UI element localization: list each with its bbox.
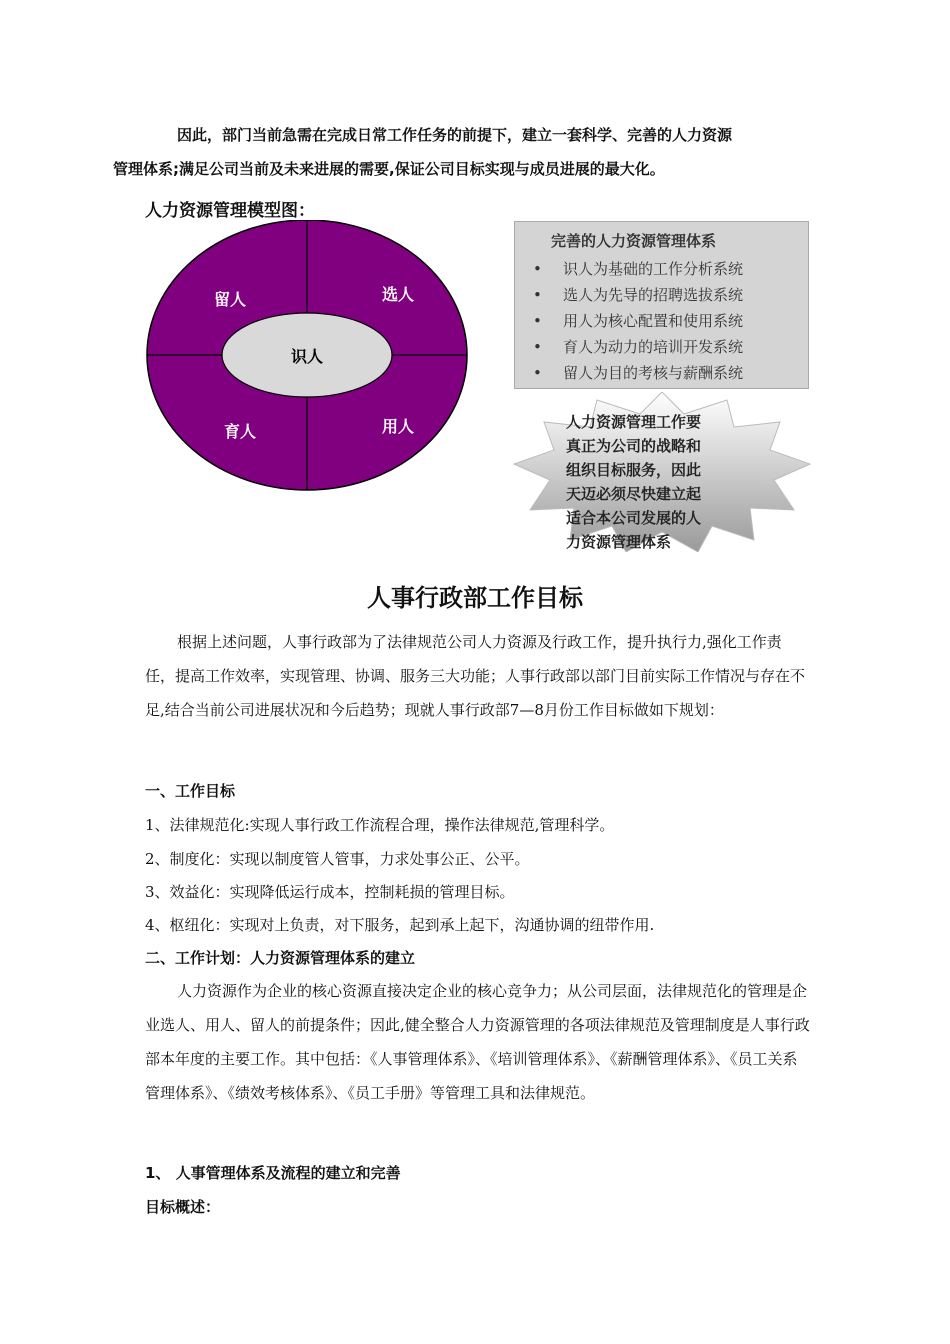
intro-line-2: 管理体系;满足公司当前及未来进展的需要,保证公司目标实现与成员进展的最大化。 <box>113 160 665 178</box>
heading-hr-system: 1、 人事管理体系及流程的建立和完善 <box>145 1164 401 1182</box>
goal-item: 3、效益化：实现降低运行成本，控制耗损的管理目标。 <box>145 883 515 901</box>
heading-work-plan: 二、工作计划：人力资源管理体系的建立 <box>145 949 416 967</box>
center-label: 识人 <box>290 347 324 366</box>
hr-system-item-text: 识人为基础的工作分析系统 <box>563 260 744 278</box>
goal-item: 4、枢纽化：实现对上负责，对下服务，起到承上起下，沟通协调的纽带作用. <box>145 916 655 934</box>
section-title: 人事行政部工作目标 <box>367 584 583 612</box>
hr-system-item-text: 留人为目的考核与薪酬系统 <box>563 364 744 382</box>
starburst-line: 适合本公司发展的人 <box>566 509 702 527</box>
intro-paragraph <box>113 118 810 186</box>
hr-system-title: 完善的人力资源管理体系 <box>551 232 717 250</box>
hr-system-item: • 用人为核心配置和使用系统 <box>533 312 744 330</box>
starburst-line: 真正为公司的战略和 <box>566 437 702 455</box>
hr-model-diagram <box>145 220 470 495</box>
starburst-line: 天迈必须尽快建立起 <box>566 485 702 503</box>
hr-system-item-text: 选人为先导的招聘选拔系统 <box>563 286 744 304</box>
starburst-line: 组织目标服务，因此 <box>566 461 702 479</box>
label-use: 用人 <box>381 417 415 436</box>
starburst-line: 人力资源管理工作要 <box>566 413 702 431</box>
model-heading: 人力资源管理模型图： <box>145 201 315 221</box>
heading-work-goals: 一、工作目标 <box>145 782 236 800</box>
hr-system-item: • 识人为基础的工作分析系统 <box>533 260 744 278</box>
hr-system-item: • 育人为动力的培训开发系统 <box>533 338 744 356</box>
intro-line-1: 因此，部门当前急需在完成日常工作任务的前提下，建立一套科学、完善的人力资源 <box>177 126 733 144</box>
hr-system-item-text: 用人为核心配置和使用系统 <box>563 312 744 330</box>
label-select: 选人 <box>381 285 415 304</box>
paragraph-2: 人力资源作为企业的核心资源直接决定企业的核心竞争力；从公司层面，法律规范化的管理是企业选人、用人、留人的前提条件；因此,健全整合人力资源管理的各项法律规范及管理制度是人事行政部本年度的主要工作。其中包括：《人事管理体系》、《培训管理体系》、《薪酬管理体系》、《员工关系管理体系》、《绩效考核体系》、《员工手册》等管理工具和法律规范。 <box>145 982 810 1102</box>
starburst-text <box>566 410 756 554</box>
hr-system-box <box>514 221 809 389</box>
hr-system-item: • 留人为目的考核与薪酬系统 <box>533 364 744 382</box>
hr-system-item: • 选人为先导的招聘选拔系统 <box>533 286 744 304</box>
heading-goal-overview: 目标概述： <box>145 1198 221 1216</box>
goal-item: 2、制度化：实现以制度管人管事，力求处事公正、公平。 <box>145 850 530 868</box>
label-retain: 留人 <box>213 290 247 309</box>
hr-system-list <box>533 256 743 386</box>
paragraph-1: 根据上述问题，人事行政部为了法律规范公司人力资源及行政工作，提升执行力,强化工作责任，提高工作效率，实现管理、协调、服务三大功能；人事行政部以部门目前实际工作情况与存在不足,结合当前公司进展状况和今后趋势；现就人事行政部7—8月份工作目标做如下规划： <box>145 633 806 719</box>
starburst-line: 力资源管理体系 <box>566 533 672 551</box>
goal-item: 1、法律规范化:实现人事行政工作流程合理，操作法律规范,管理科学。 <box>145 816 615 834</box>
hr-system-item-text: 育人为动力的培训开发系统 <box>563 338 744 356</box>
label-develop: 育人 <box>223 422 257 441</box>
